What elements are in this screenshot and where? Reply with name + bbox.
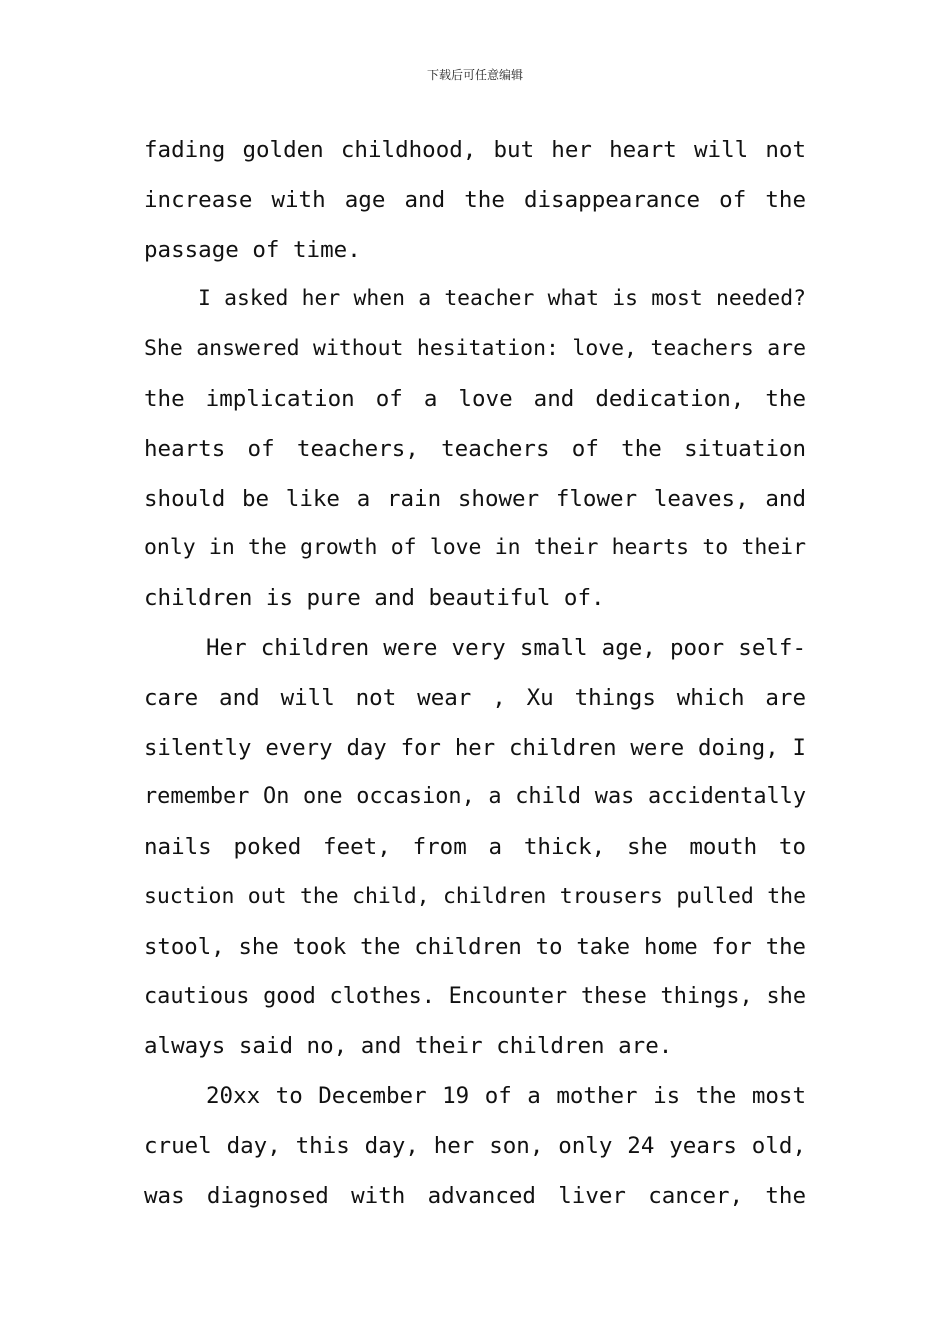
body-text bbox=[144, 130, 806, 1226]
text-line: silently every day for her children were doing, I bbox=[144, 734, 806, 761]
text-line: remember On one occasion, a child was accidentally bbox=[144, 784, 806, 810]
text-line: Her children were very small age, poor self- bbox=[206, 634, 806, 661]
text-line: fading golden childhood, but her heart will not bbox=[144, 137, 806, 163]
text-line: cruel day, this day, her son, only 24 years old, bbox=[144, 1132, 806, 1159]
text-line: hearts of teachers, teachers of the situation bbox=[144, 435, 806, 462]
text-line: stool, she took the children to take home for the bbox=[144, 933, 806, 960]
text-line: suction out the child, children trousers pulled the bbox=[144, 883, 806, 909]
text-line: children is pure and beautiful of. bbox=[144, 585, 605, 612]
text-line: the implication of a love and dedication, the bbox=[144, 385, 806, 412]
text-line: should be like a rain shower flower leaves, and bbox=[144, 485, 806, 512]
text-line: always said no, and their children are. bbox=[144, 1033, 673, 1060]
text-line: increase with age and the disappearance of the bbox=[144, 186, 806, 213]
text-line: only in the growth of love in their hearts to their bbox=[144, 535, 806, 561]
text-line: She answered without hesitation: love, teachers are bbox=[144, 336, 806, 362]
text-line: nails poked feet, from a thick, she mouth to bbox=[144, 834, 806, 861]
text-line: I asked her when a teacher what is most needed? bbox=[198, 286, 806, 312]
text-line: care and will not wear , Xu things which are bbox=[144, 684, 806, 711]
text-line: 20xx to December 19 of a mother is the most bbox=[206, 1083, 806, 1110]
text-line: cautious good clothes. Encounter these things, she bbox=[144, 983, 806, 1009]
text-line: was diagnosed with advanced liver cancer, the bbox=[144, 1182, 806, 1209]
text-line: passage of time. bbox=[144, 236, 361, 263]
page-header: 下载后可任意编辑 bbox=[426, 68, 523, 82]
